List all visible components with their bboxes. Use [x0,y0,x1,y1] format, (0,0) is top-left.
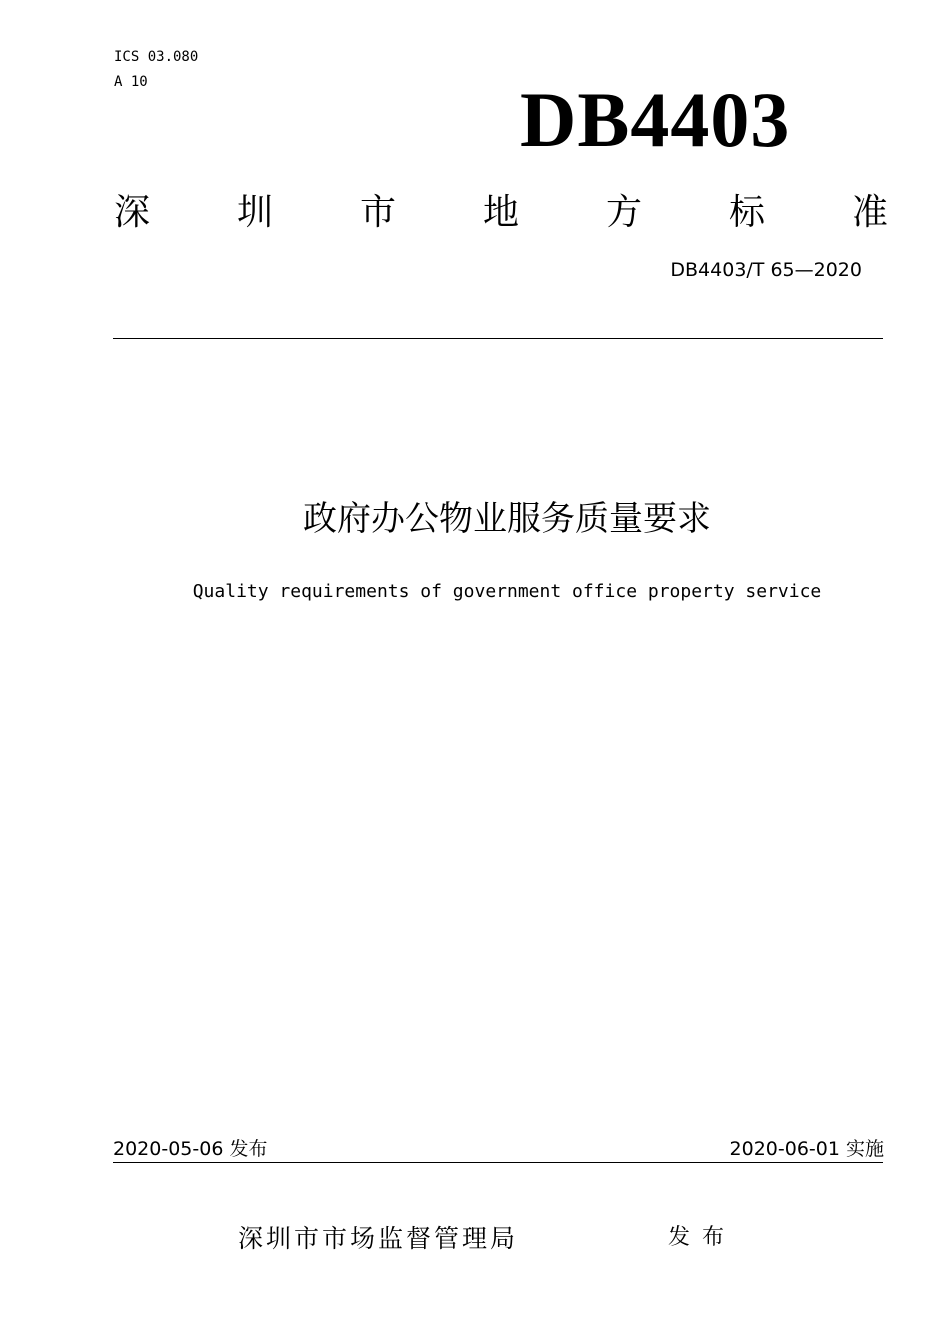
standard-type-char: 地 [482,191,519,233]
english-title: Quality requirements of government office property service [192,581,822,602]
issue-date: 2020-05-06 发布 [113,1138,268,1160]
standard-type-char: 市 [359,191,396,233]
standard-code-logo: DB4403 [520,76,791,163]
implementation-date: 2020-06-01 实施 [729,1138,884,1160]
standard-type-heading [112,186,890,232]
publish-label: 发布 [668,1225,737,1250]
standard-type-char: 圳 [236,191,273,233]
standard-type-char: 准 [851,191,888,233]
ics-code: ICS 03.080 [114,49,199,65]
issuing-authority: 深圳市市场监督管理局 [238,1224,519,1253]
standard-type-char: 深 [113,191,150,233]
standard-number: DB4403/T 65—2020 [670,259,862,281]
ccs-code: A 10 [114,74,148,90]
top-divider [113,338,883,339]
chinese-title: 政府办公物业服务质量要求 [303,499,711,539]
bottom-divider [113,1162,883,1163]
standard-type-char: 标 [728,191,765,233]
standard-type-char: 方 [605,191,642,233]
